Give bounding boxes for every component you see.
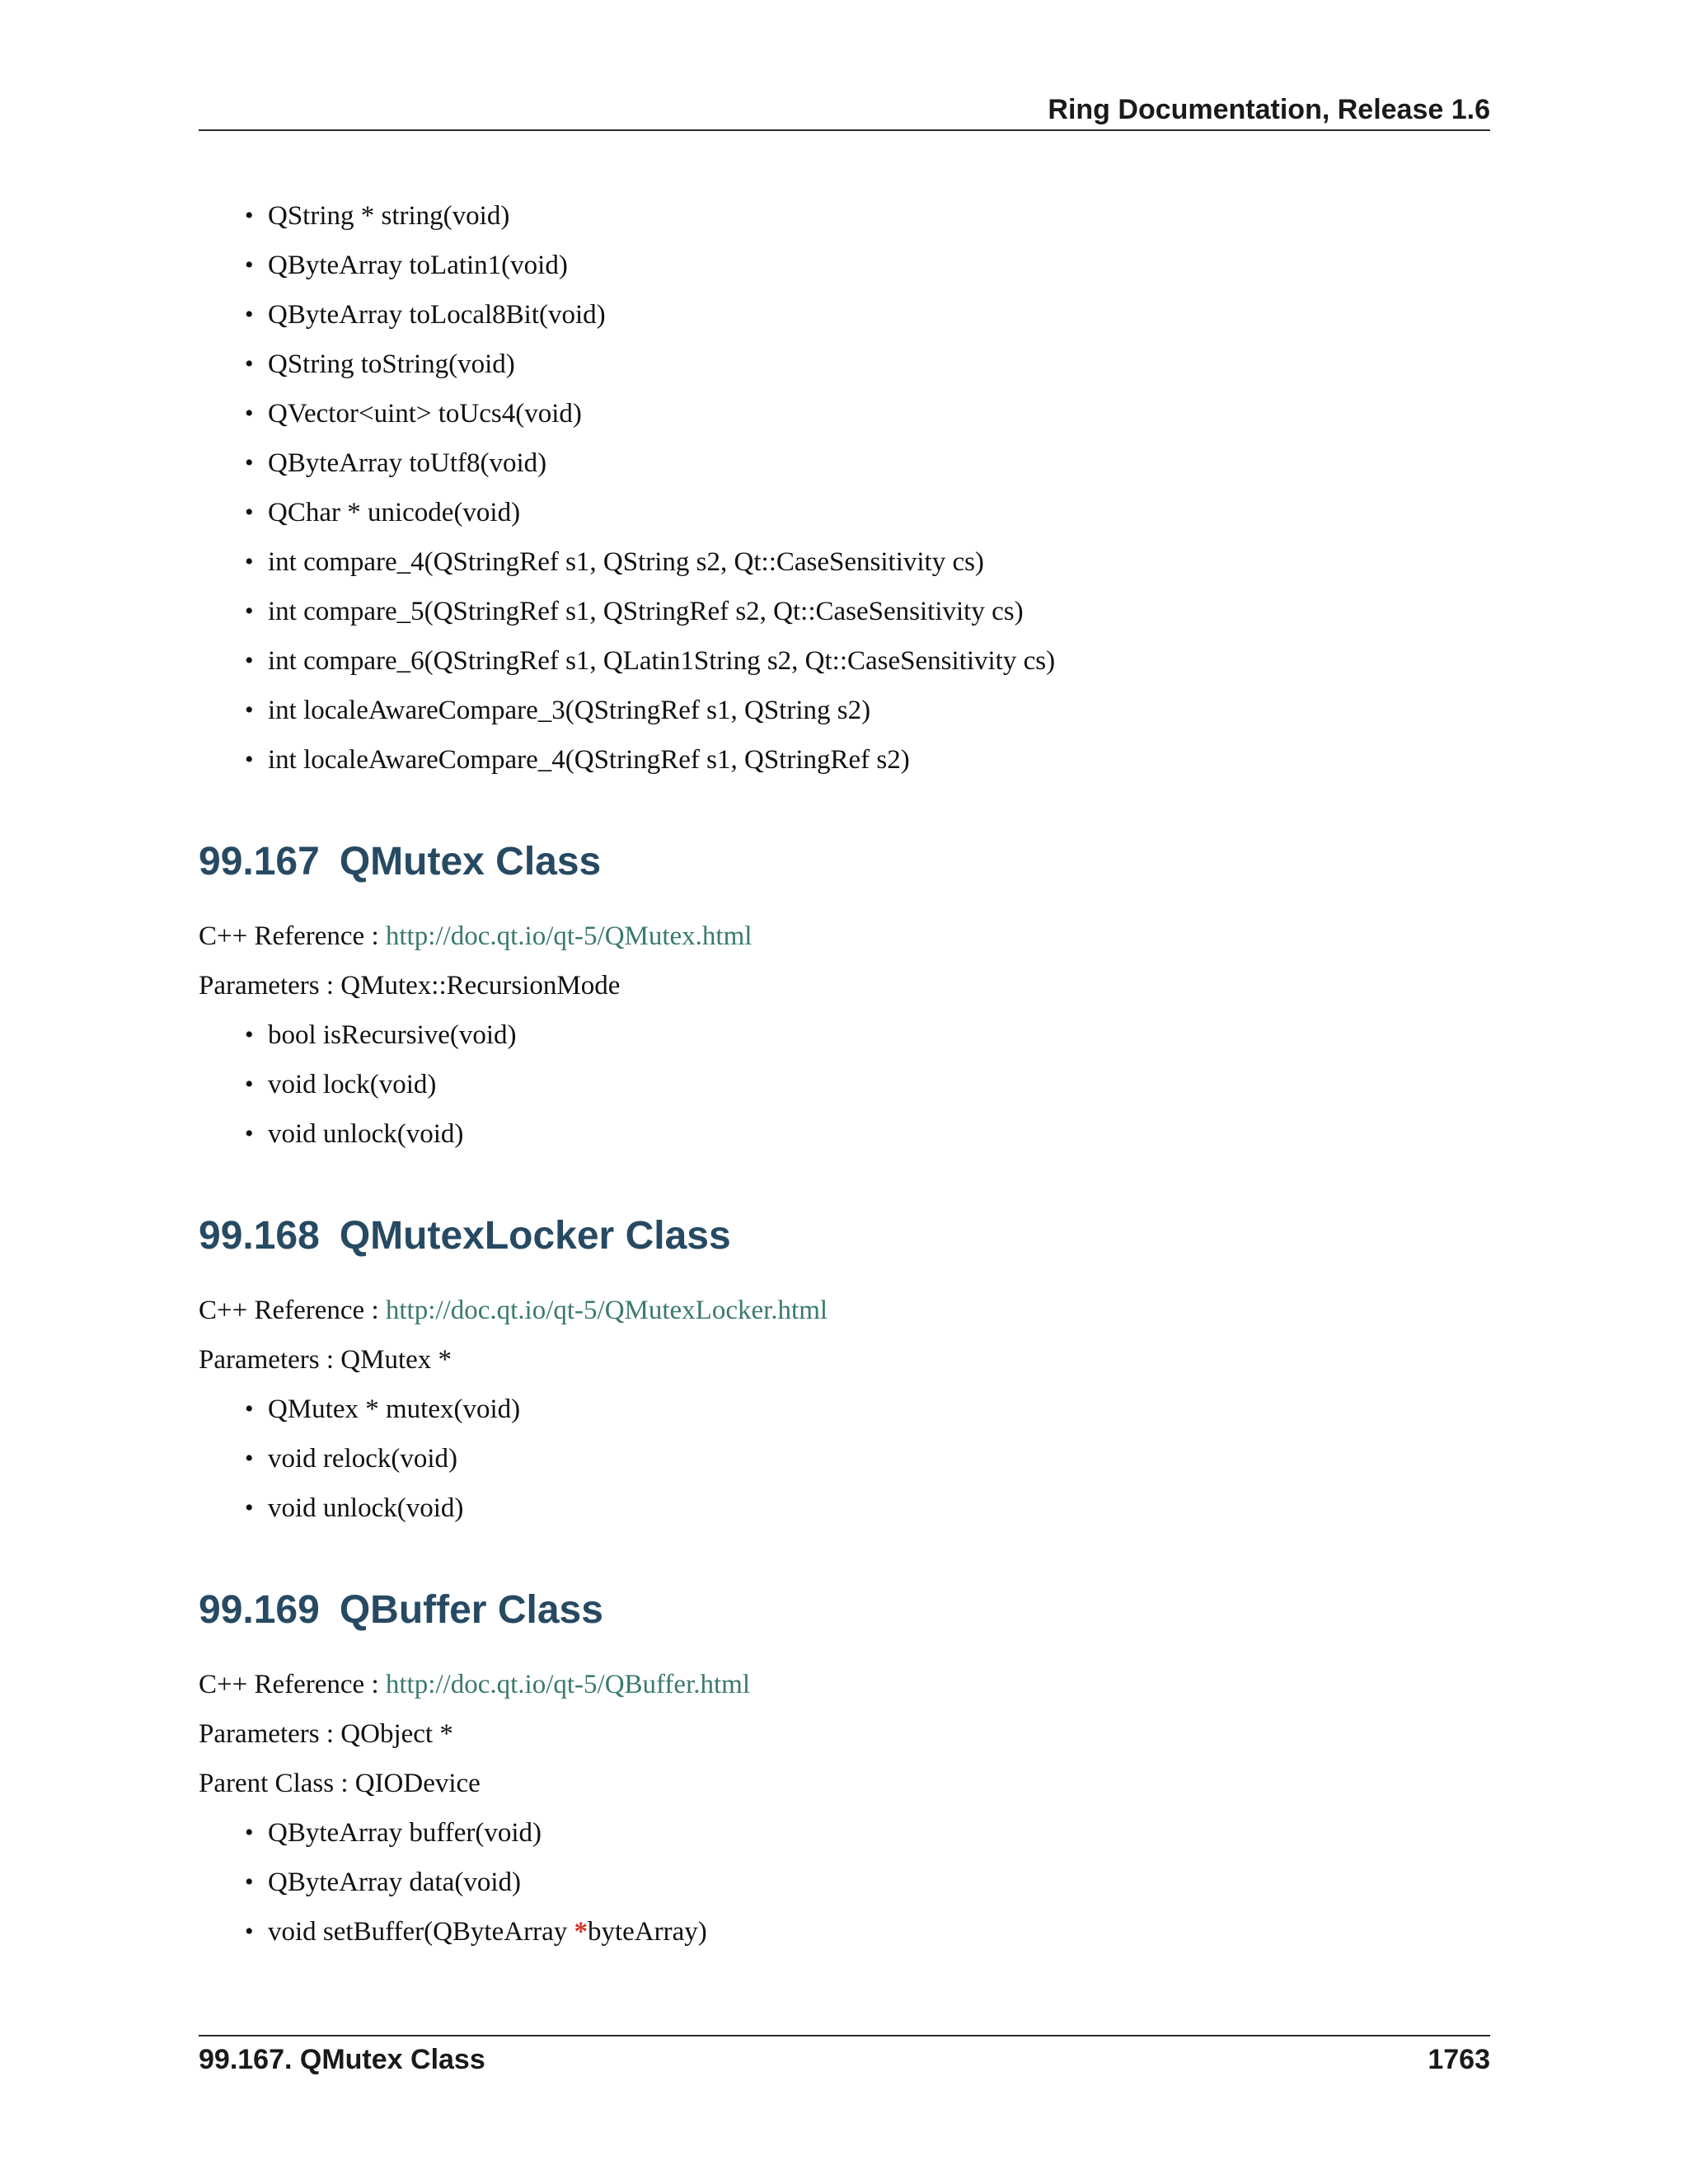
- intro-method-list: [199, 191, 1490, 785]
- cpp-reference: [199, 1286, 1490, 1335]
- cpp-reference: [199, 912, 1490, 961]
- running-header: Ring Documentation, Release 1.6: [1048, 94, 1490, 125]
- parameters-label: Parameters :: [199, 971, 341, 1001]
- cpp-reference-link[interactable]: http://doc.qt.io/qt-5/QMutexLocker.html: [385, 1296, 828, 1325]
- cpp-reference-label: C++ Reference :: [199, 921, 386, 951]
- section-number: 99.167: [199, 840, 320, 883]
- method-list: [199, 1808, 1490, 1957]
- list-item: • int compare_5(QStringRef s1, QStringRef s2, Qt::CaseSensitivity cs): [268, 587, 1490, 636]
- list-item: • int localeAwareCompare_4(QStringRef s1, QStringRef s2): [268, 735, 1490, 785]
- list-item: • void unlock(void): [268, 1483, 1490, 1533]
- list-item: • void unlock(void): [268, 1109, 1490, 1159]
- list-item: • QVector<uint> toUcs4(void): [268, 389, 1490, 438]
- list-item: • QByteArray toLocal8Bit(void): [268, 290, 1490, 340]
- list-item: • QByteArray toLatin1(void): [268, 241, 1490, 290]
- list-item: • QMutex * mutex(void): [268, 1385, 1490, 1434]
- list-item: • QByteArray buffer(void): [268, 1808, 1490, 1858]
- cpp-reference: [199, 1660, 1490, 1709]
- list-item: • int compare_4(QStringRef s1, QString s2, Qt::CaseSensitivity cs): [268, 537, 1490, 587]
- parameters: [199, 1709, 1490, 1759]
- list-item: • QChar * unicode(void): [268, 488, 1490, 537]
- method-text: byteArray): [587, 1917, 707, 1947]
- section-heading: [199, 1586, 1490, 1635]
- parameters: [199, 1335, 1490, 1385]
- list-item: • QString toString(void): [268, 340, 1490, 389]
- page-content: [199, 191, 1490, 1957]
- section-qmutexlocker: [199, 1212, 1490, 1533]
- cpp-reference-label: C++ Reference :: [199, 1296, 386, 1325]
- section-title: QMutexLocker Class: [339, 1214, 731, 1258]
- error-asterisk: *: [574, 1917, 588, 1947]
- list-item: • void relock(void): [268, 1434, 1490, 1483]
- list-item: • int localeAwareCompare_3(QStringRef s1, QString s2): [268, 686, 1490, 735]
- list-item: • QString * string(void): [268, 191, 1490, 241]
- list-item: • void lock(void): [268, 1060, 1490, 1109]
- method-list: [199, 1385, 1490, 1533]
- list-item: • bool isRecursive(void): [268, 1010, 1490, 1060]
- section-qbuffer: [199, 1586, 1490, 1957]
- parameters-value: QObject *: [340, 1719, 453, 1749]
- parameters-value: QMutex::RecursionMode: [340, 971, 621, 1001]
- parent-class: [199, 1759, 1490, 1808]
- section-qmutex: [199, 837, 1490, 1159]
- method-text: void setBuffer(QByteArray: [268, 1917, 574, 1947]
- cpp-reference-link[interactable]: http://doc.qt.io/qt-5/QMutex.html: [385, 921, 753, 951]
- list-item: • QByteArray toUtf8(void): [268, 438, 1490, 488]
- parameters: [199, 961, 1490, 1010]
- footer-rule: [199, 2035, 1490, 2036]
- parameters-label: Parameters :: [199, 1345, 341, 1375]
- cpp-reference-link[interactable]: http://doc.qt.io/qt-5/QBuffer.html: [385, 1670, 750, 1699]
- list-item: [268, 1907, 1490, 1957]
- section-number: 99.169: [199, 1588, 320, 1632]
- section-title: QMutex Class: [339, 840, 602, 883]
- section-number: 99.168: [199, 1214, 320, 1258]
- list-item: • QByteArray data(void): [268, 1858, 1490, 1907]
- list-item: • int compare_6(QStringRef s1, QLatin1String s2, Qt::CaseSensitivity cs): [268, 636, 1490, 686]
- section-heading: [199, 837, 1490, 887]
- cpp-reference-label: C++ Reference :: [199, 1670, 386, 1699]
- method-list: [199, 1010, 1490, 1159]
- section-heading: [199, 1212, 1490, 1261]
- header-rule: [199, 129, 1490, 131]
- parameters-label: Parameters :: [199, 1719, 341, 1749]
- parent-class-value: QIODevice: [354, 1769, 481, 1798]
- document-page: [199, 0, 1490, 2184]
- page-number: 1763: [1428, 2044, 1490, 2075]
- section-title: QBuffer Class: [339, 1588, 603, 1632]
- parent-class-label: Parent Class :: [199, 1769, 355, 1798]
- footer-section: 99.167. QMutex Class: [199, 2044, 485, 2075]
- parameters-value: QMutex *: [340, 1345, 452, 1375]
